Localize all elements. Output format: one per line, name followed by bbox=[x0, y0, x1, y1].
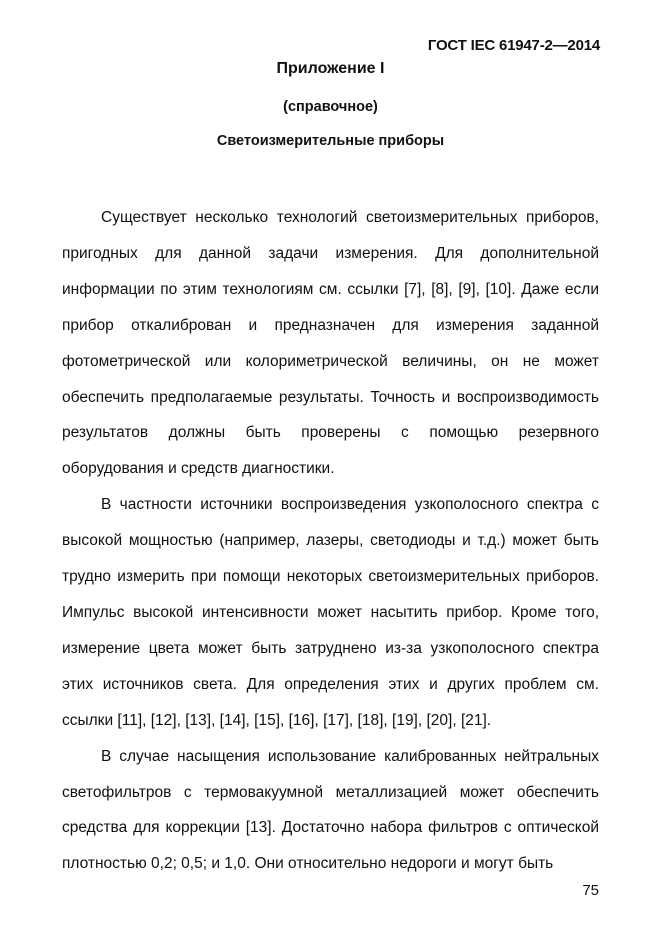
paragraph-2: В частности источники воспроизведения узкополосного спектра с высокой мощностью (например, лазеры, светодиоды и т.д.) может быть трудно измерить при помощи некоторых светоизмерительных приборов. Импульс высокой интенсивности может насытить прибор. Кроме того, измерение цвета может быть затруднено из-за узкополосного спектра этих источников света. Для определения этих и других проблем см. ссылки [11], [12], [13], [14], [15], [16], [17], [18], [19], [20], [21]. bbox=[62, 496, 599, 729]
appendix-title: Приложение I bbox=[276, 60, 385, 77]
appendix-subject: Светоизмерительные приборы bbox=[216, 133, 445, 149]
paragraph-1: Существует несколько технологий светоизмерительных приборов, пригодных для данной задачи измерения. Для дополнительной информации по этим технологиям см. ссылки [7], [8], [9], [10]. Даже если прибор откалиброван и предназначен для измерения заданной фотометрической или колориметрической величины, он не может обеспечить предполагаемые результаты. Точность и воспроизводимость результатов должны быть проверены с помощью резервного оборудования и средств диагностики. bbox=[62, 209, 599, 478]
document-code: ГОСТ IEC 61947-2—2014 bbox=[427, 37, 600, 54]
appendix-kind: (справочное) bbox=[283, 99, 378, 115]
body-text bbox=[62, 200, 599, 882]
paragraph-3: В случае насыщения использование калиброванных нейтральных светофильтров с термовакуумной металлизацией может обеспечить средства для коррекции [13]. Достаточно набора фильтров с оптической плотностью 0,2; 0,5; и 1,0. Они относительно недороги и могут быть bbox=[62, 747, 599, 873]
page-number: 75 bbox=[582, 882, 599, 899]
